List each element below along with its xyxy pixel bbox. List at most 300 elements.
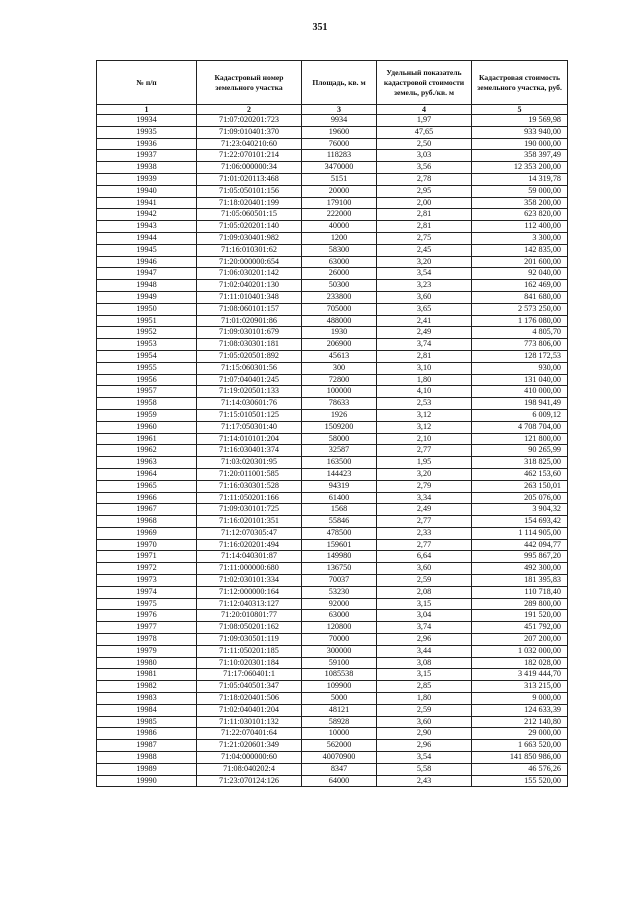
- cadastral-value-cell: 773 806,00: [472, 339, 568, 351]
- unit-value-cell: 3,44: [377, 645, 472, 657]
- unit-value-cell: 3,56: [377, 162, 472, 174]
- table-header-row: [97, 61, 568, 105]
- cadastral-number-cell: 71:16:020101:351: [197, 516, 302, 528]
- area-cell: 222000: [302, 209, 377, 221]
- cadastral-number-cell: 71:01:020113:468: [197, 173, 302, 185]
- header-unit-value: Удельный показатель кадастровой стоимости земель, руб./кв. м: [377, 61, 472, 105]
- cadastral-number-cell: 71:02:040201:130: [197, 280, 302, 292]
- cadastral-number-cell: 71:05:050101:156: [197, 185, 302, 197]
- cadastral-number-cell: 71:18:020401:506: [197, 693, 302, 705]
- area-cell: 562000: [302, 740, 377, 752]
- area-cell: 10000: [302, 728, 377, 740]
- unit-value-cell: 2,41: [377, 315, 472, 327]
- column-number: 1: [97, 105, 197, 115]
- row-number-cell: 19942: [97, 209, 197, 221]
- area-cell: 58300: [302, 244, 377, 256]
- unit-value-cell: 3,60: [377, 716, 472, 728]
- cadastral-value-cell: 90 265,99: [472, 445, 568, 457]
- unit-value-cell: 2,81: [377, 350, 472, 362]
- row-number-cell: 19974: [97, 586, 197, 598]
- area-cell: 100000: [302, 386, 377, 398]
- cadastral-value-cell: 198 941,49: [472, 398, 568, 410]
- table-row: [97, 516, 568, 528]
- cadastral-number-cell: 71:22:070401:64: [197, 728, 302, 740]
- table-row: [97, 445, 568, 457]
- cadastral-number-cell: 71:05:060501:15: [197, 209, 302, 221]
- cadastral-value-cell: 451 792,00: [472, 622, 568, 634]
- row-number-cell: 19969: [97, 527, 197, 539]
- area-cell: 159601: [302, 539, 377, 551]
- unit-value-cell: 3,03: [377, 150, 472, 162]
- table-row: [97, 197, 568, 209]
- cadastral-value-cell: 263 150,01: [472, 480, 568, 492]
- area-cell: 78633: [302, 398, 377, 410]
- cadastral-value-cell: 201 600,00: [472, 256, 568, 268]
- row-number-cell: 19949: [97, 291, 197, 303]
- row-number-cell: 19959: [97, 409, 197, 421]
- cadastral-number-cell: 71:06:030201:142: [197, 268, 302, 280]
- table-row: [97, 728, 568, 740]
- area-cell: 76000: [302, 138, 377, 150]
- cadastral-number-cell: 71:21:020601:349: [197, 740, 302, 752]
- cadastral-value-cell: 14 319,78: [472, 173, 568, 185]
- area-cell: 1568: [302, 504, 377, 516]
- unit-value-cell: 3,60: [377, 291, 472, 303]
- table-row: [97, 291, 568, 303]
- cadastral-number-cell: 71:16:010301:62: [197, 244, 302, 256]
- area-cell: 50300: [302, 280, 377, 292]
- cadastral-number-cell: 71:08:050201:162: [197, 622, 302, 634]
- row-number-cell: 19985: [97, 716, 197, 728]
- cadastral-number-cell: 71:16:020201:494: [197, 539, 302, 551]
- area-cell: 179100: [302, 197, 377, 209]
- unit-value-cell: 2,33: [377, 527, 472, 539]
- area-cell: 94319: [302, 480, 377, 492]
- cadastral-value-cell: 1 663 520,00: [472, 740, 568, 752]
- cadastral-value-cell: 289 800,00: [472, 598, 568, 610]
- cadastral-number-cell: 71:16:030301:528: [197, 480, 302, 492]
- row-number-cell: 19944: [97, 232, 197, 244]
- cadastral-number-cell: 71:23:040210:60: [197, 138, 302, 150]
- row-number-cell: 19941: [97, 197, 197, 209]
- column-number: 3: [302, 105, 377, 115]
- table-row: [97, 598, 568, 610]
- cadastral-value-cell: 995 867,20: [472, 551, 568, 563]
- table-row: [97, 634, 568, 646]
- cadastral-value-cell: 4 805,70: [472, 327, 568, 339]
- row-number-cell: 19938: [97, 162, 197, 174]
- row-number-cell: 19972: [97, 563, 197, 575]
- table-row: [97, 185, 568, 197]
- unit-value-cell: 2,77: [377, 445, 472, 457]
- area-cell: 233800: [302, 291, 377, 303]
- unit-value-cell: 2,79: [377, 480, 472, 492]
- cadastral-number-cell: 71:02:030101:334: [197, 575, 302, 587]
- area-cell: 61400: [302, 492, 377, 504]
- cadastral-value-cell: 191 520,00: [472, 610, 568, 622]
- table-body: [97, 115, 568, 787]
- cadastral-number-cell: 71:05:040501:347: [197, 681, 302, 693]
- unit-value-cell: 3,12: [377, 409, 472, 421]
- table-row: [97, 752, 568, 764]
- table-row: [97, 327, 568, 339]
- cadastral-value-cell: 128 172,53: [472, 350, 568, 362]
- area-cell: 48121: [302, 704, 377, 716]
- table-row: [97, 162, 568, 174]
- area-cell: 5151: [302, 173, 377, 185]
- row-number-cell: 19961: [97, 433, 197, 445]
- area-cell: 118283: [302, 150, 377, 162]
- area-cell: 206900: [302, 339, 377, 351]
- row-number-cell: 19984: [97, 704, 197, 716]
- row-number-cell: 19970: [97, 539, 197, 551]
- cadastral-number-cell: 71:10:020301:184: [197, 657, 302, 669]
- cadastral-value-cell: 155 520,00: [472, 775, 568, 787]
- unit-value-cell: 2,75: [377, 232, 472, 244]
- cadastral-number-cell: 71:19:020501:133: [197, 386, 302, 398]
- area-cell: 5000: [302, 693, 377, 705]
- area-cell: 149980: [302, 551, 377, 563]
- cadastral-value-cell: 841 680,00: [472, 291, 568, 303]
- unit-value-cell: 2,49: [377, 504, 472, 516]
- header-area: Площадь, кв. м: [302, 61, 377, 105]
- cadastral-number-cell: 71:09:030101:725: [197, 504, 302, 516]
- cadastral-number-cell: 71:09:030101:679: [197, 327, 302, 339]
- cadastral-number-cell: 71:05:020201:140: [197, 221, 302, 233]
- area-cell: 55846: [302, 516, 377, 528]
- cadastral-number-cell: 71:22:070101:214: [197, 150, 302, 162]
- cadastral-number-cell: 71:08:030301:181: [197, 339, 302, 351]
- table-row: [97, 610, 568, 622]
- table-row: [97, 716, 568, 728]
- cadastral-value-cell: 131 040,00: [472, 374, 568, 386]
- area-cell: 63000: [302, 256, 377, 268]
- unit-value-cell: 3,10: [377, 362, 472, 374]
- unit-value-cell: 3,20: [377, 468, 472, 480]
- unit-value-cell: 1,95: [377, 457, 472, 469]
- cadastral-value-cell: 190 000,00: [472, 138, 568, 150]
- cadastral-number-cell: 71:20:010801:77: [197, 610, 302, 622]
- cadastral-value-cell: 410 000,00: [472, 386, 568, 398]
- cadastral-value-cell: 358 200,00: [472, 197, 568, 209]
- table-row: [97, 704, 568, 716]
- table-row: [97, 775, 568, 787]
- table-row: [97, 586, 568, 598]
- row-number-cell: 19946: [97, 256, 197, 268]
- table-row: [97, 421, 568, 433]
- area-cell: 109900: [302, 681, 377, 693]
- area-cell: 92000: [302, 598, 377, 610]
- row-number-cell: 19964: [97, 468, 197, 480]
- column-number: 2: [197, 105, 302, 115]
- cadastral-value-cell: 358 397,49: [472, 150, 568, 162]
- row-number-cell: 19957: [97, 386, 197, 398]
- cadastral-value-cell: 3 419 444,70: [472, 669, 568, 681]
- area-cell: 488000: [302, 315, 377, 327]
- cadastral-number-cell: 71:07:020201:723: [197, 115, 302, 127]
- table-row: [97, 126, 568, 138]
- row-number-cell: 19950: [97, 303, 197, 315]
- row-number-cell: 19952: [97, 327, 197, 339]
- table-row: [97, 645, 568, 657]
- cadastral-value-cell: 3 300,00: [472, 232, 568, 244]
- cadastral-value-cell: 442 094,77: [472, 539, 568, 551]
- area-cell: 144423: [302, 468, 377, 480]
- row-number-cell: 19987: [97, 740, 197, 752]
- column-number-row: [97, 105, 568, 115]
- cadastral-number-cell: 71:09:030501:119: [197, 634, 302, 646]
- area-cell: 70037: [302, 575, 377, 587]
- table-row: [97, 138, 568, 150]
- header-row-number: № п/п: [97, 61, 197, 105]
- area-cell: 58928: [302, 716, 377, 728]
- unit-value-cell: 3,20: [377, 256, 472, 268]
- row-number-cell: 19975: [97, 598, 197, 610]
- table-row: [97, 492, 568, 504]
- unit-value-cell: 1,80: [377, 374, 472, 386]
- cadastral-value-cell: 46 576,26: [472, 763, 568, 775]
- row-number-cell: 19960: [97, 421, 197, 433]
- cadastral-value-cell: 933 940,00: [472, 126, 568, 138]
- area-cell: 58000: [302, 433, 377, 445]
- table-row: [97, 398, 568, 410]
- table-row: [97, 433, 568, 445]
- unit-value-cell: 2,08: [377, 586, 472, 598]
- area-cell: 3470000: [302, 162, 377, 174]
- row-number-cell: 19966: [97, 492, 197, 504]
- area-cell: 163500: [302, 457, 377, 469]
- cadastral-value-cell: 182 028,00: [472, 657, 568, 669]
- table-row: [97, 763, 568, 775]
- row-number-cell: 19965: [97, 480, 197, 492]
- table-row: [97, 386, 568, 398]
- table-row: [97, 480, 568, 492]
- area-cell: 8347: [302, 763, 377, 775]
- cadastral-number-cell: 71:17:050301:40: [197, 421, 302, 433]
- column-number: 4: [377, 105, 472, 115]
- cadastral-number-cell: 71:23:070124:126: [197, 775, 302, 787]
- row-number-cell: 19953: [97, 339, 197, 351]
- area-cell: 300000: [302, 645, 377, 657]
- row-number-cell: 19936: [97, 138, 197, 150]
- area-cell: 70000: [302, 634, 377, 646]
- row-number-cell: 19973: [97, 575, 197, 587]
- unit-value-cell: 2,77: [377, 516, 472, 528]
- table-row: [97, 563, 568, 575]
- column-number: 5: [472, 105, 568, 115]
- row-number-cell: 19982: [97, 681, 197, 693]
- table-row: [97, 657, 568, 669]
- unit-value-cell: 47,65: [377, 126, 472, 138]
- cadastral-number-cell: 71:12:000000:164: [197, 586, 302, 598]
- cadastral-number-cell: 71:16:030401:374: [197, 445, 302, 457]
- area-cell: 20000: [302, 185, 377, 197]
- cadastral-value-cell: 110 718,40: [472, 586, 568, 598]
- unit-value-cell: 2,53: [377, 398, 472, 410]
- unit-value-cell: 3,34: [377, 492, 472, 504]
- cadastral-value-cell: 112 400,00: [472, 221, 568, 233]
- cadastral-value-cell: 181 395,83: [472, 575, 568, 587]
- unit-value-cell: 3,08: [377, 657, 472, 669]
- table-row: [97, 575, 568, 587]
- row-number-cell: 19977: [97, 622, 197, 634]
- table-row: [97, 504, 568, 516]
- area-cell: 120800: [302, 622, 377, 634]
- cadastral-value-cell: 1 114 905,00: [472, 527, 568, 539]
- unit-value-cell: 1,80: [377, 693, 472, 705]
- row-number-cell: 19956: [97, 374, 197, 386]
- cadastral-value-cell: 124 633,39: [472, 704, 568, 716]
- table-row: [97, 374, 568, 386]
- unit-value-cell: 2,81: [377, 221, 472, 233]
- unit-value-cell: 6,64: [377, 551, 472, 563]
- row-number-cell: 19934: [97, 115, 197, 127]
- cadastral-number-cell: 71:12:040313:127: [197, 598, 302, 610]
- cadastral-number-cell: 71:03:020301:95: [197, 457, 302, 469]
- table-row: [97, 457, 568, 469]
- cadastral-value-cell: 141 850 986,00: [472, 752, 568, 764]
- row-number-cell: 19937: [97, 150, 197, 162]
- cadastral-value-cell: 162 469,00: [472, 280, 568, 292]
- table-row: [97, 539, 568, 551]
- table-row: [97, 232, 568, 244]
- cadastral-number-cell: 71:18:020401:199: [197, 197, 302, 209]
- table-row: [97, 268, 568, 280]
- unit-value-cell: 2,59: [377, 575, 472, 587]
- cadastral-value-cell: 462 153,60: [472, 468, 568, 480]
- cadastral-number-cell: 71:08:060101:157: [197, 303, 302, 315]
- header-cadastral-value: Кадастровая стоимость земельного участка, руб.: [472, 61, 568, 105]
- unit-value-cell: 2,43: [377, 775, 472, 787]
- row-number-cell: 19943: [97, 221, 197, 233]
- unit-value-cell: 2,90: [377, 728, 472, 740]
- table-row: [97, 551, 568, 563]
- area-cell: 478500: [302, 527, 377, 539]
- unit-value-cell: 2,49: [377, 327, 472, 339]
- unit-value-cell: 2,85: [377, 681, 472, 693]
- area-cell: 1200: [302, 232, 377, 244]
- cadastral-number-cell: 71:11:000000:680: [197, 563, 302, 575]
- table-row: [97, 244, 568, 256]
- cadastral-number-cell: 71:20:000000:654: [197, 256, 302, 268]
- cadastral-number-cell: 71:17:060401:1: [197, 669, 302, 681]
- table-row: [97, 362, 568, 374]
- area-cell: 300: [302, 362, 377, 374]
- unit-value-cell: 3,04: [377, 610, 472, 622]
- table-row: [97, 740, 568, 752]
- cadastral-value-cell: 207 200,00: [472, 634, 568, 646]
- row-number-cell: 19990: [97, 775, 197, 787]
- unit-value-cell: 3,15: [377, 598, 472, 610]
- row-number-cell: 19981: [97, 669, 197, 681]
- table-row: [97, 350, 568, 362]
- cadastral-number-cell: 71:14:040301:87: [197, 551, 302, 563]
- table-row: [97, 256, 568, 268]
- row-number-cell: 19978: [97, 634, 197, 646]
- unit-value-cell: 2,10: [377, 433, 472, 445]
- cadastral-value-cell: 92 040,00: [472, 268, 568, 280]
- cadastral-value-cell: 121 800,00: [472, 433, 568, 445]
- cadastral-value-cell: 9 000,00: [472, 693, 568, 705]
- cadastral-value-cell: 29 000,00: [472, 728, 568, 740]
- area-cell: 19600: [302, 126, 377, 138]
- cadastral-number-cell: 71:11:030101:132: [197, 716, 302, 728]
- table-row: [97, 115, 568, 127]
- cadastral-number-cell: 71:02:040401:204: [197, 704, 302, 716]
- area-cell: 64000: [302, 775, 377, 787]
- row-number-cell: 19951: [97, 315, 197, 327]
- row-number-cell: 19976: [97, 610, 197, 622]
- row-number-cell: 19967: [97, 504, 197, 516]
- area-cell: 40070900: [302, 752, 377, 764]
- cadastral-value-cell: 59 000,00: [472, 185, 568, 197]
- area-cell: 1930: [302, 327, 377, 339]
- cadastral-value-cell: 6 009,12: [472, 409, 568, 421]
- unit-value-cell: 1,97: [377, 115, 472, 127]
- row-number-cell: 19947: [97, 268, 197, 280]
- row-number-cell: 19989: [97, 763, 197, 775]
- row-number-cell: 19980: [97, 657, 197, 669]
- row-number-cell: 19988: [97, 752, 197, 764]
- cadastral-value-cell: 2 573 250,00: [472, 303, 568, 315]
- table-row: [97, 693, 568, 705]
- cadastral-number-cell: 71:09:030401:982: [197, 232, 302, 244]
- area-cell: 53230: [302, 586, 377, 598]
- cadastral-number-cell: 71:09:010401:370: [197, 126, 302, 138]
- cadastral-value-cell: 142 835,00: [472, 244, 568, 256]
- row-number-cell: 19983: [97, 693, 197, 705]
- row-number-cell: 19948: [97, 280, 197, 292]
- unit-value-cell: 3,60: [377, 563, 472, 575]
- row-number-cell: 19935: [97, 126, 197, 138]
- cadastral-number-cell: 71:07:040401:245: [197, 374, 302, 386]
- cadastral-number-cell: 71:05:020501:892: [197, 350, 302, 362]
- area-cell: 9934: [302, 115, 377, 127]
- table-row: [97, 209, 568, 221]
- area-cell: 705000: [302, 303, 377, 315]
- unit-value-cell: 3,12: [377, 421, 472, 433]
- unit-value-cell: 2,77: [377, 539, 472, 551]
- table-row: [97, 173, 568, 185]
- row-number-cell: 19958: [97, 398, 197, 410]
- cadastral-value-cell: 313 215,00: [472, 681, 568, 693]
- cadastral-value-cell: 19 569,98: [472, 115, 568, 127]
- row-number-cell: 19954: [97, 350, 197, 362]
- cadastral-value-cell: 318 825,00: [472, 457, 568, 469]
- row-number-cell: 19986: [97, 728, 197, 740]
- row-number-cell: 19968: [97, 516, 197, 528]
- row-number-cell: 19979: [97, 645, 197, 657]
- unit-value-cell: 4,10: [377, 386, 472, 398]
- cadastral-value-cell: 212 140,80: [472, 716, 568, 728]
- cadastral-number-cell: 71:14:010101:204: [197, 433, 302, 445]
- area-cell: 32587: [302, 445, 377, 457]
- cadastral-value-cell: 1 032 000,00: [472, 645, 568, 657]
- unit-value-cell: 3,65: [377, 303, 472, 315]
- cadastral-value-cell: 1 176 080,00: [472, 315, 568, 327]
- unit-value-cell: 2,95: [377, 185, 472, 197]
- cadastral-number-cell: 71:04:000000:60: [197, 752, 302, 764]
- cadastral-value-cell: 12 353 200,00: [472, 162, 568, 174]
- unit-value-cell: 2,96: [377, 634, 472, 646]
- table-row: [97, 280, 568, 292]
- table-row: [97, 339, 568, 351]
- row-number-cell: 19962: [97, 445, 197, 457]
- area-cell: 1926: [302, 409, 377, 421]
- cadastral-value-cell: 4 708 704,00: [472, 421, 568, 433]
- table-row: [97, 315, 568, 327]
- table-row: [97, 527, 568, 539]
